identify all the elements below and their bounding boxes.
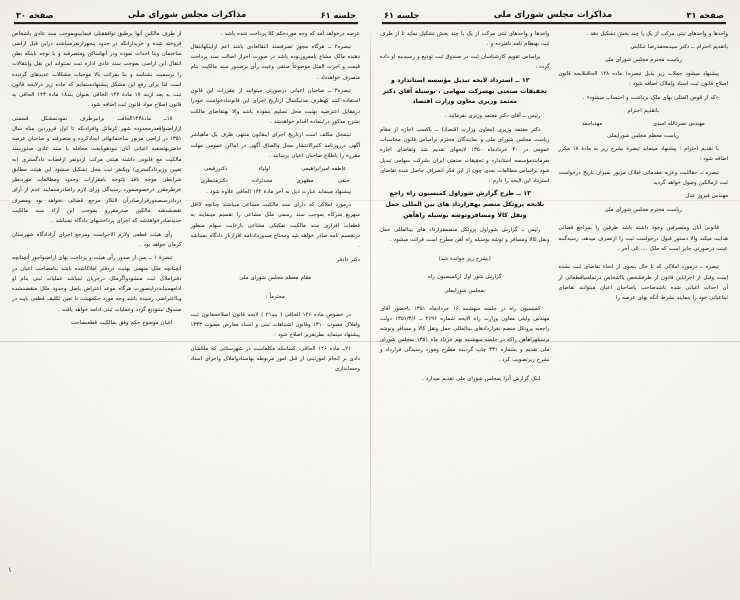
session-label-right: جلسه ۶۱ — [320, 10, 356, 20]
page-header-right — [12, 10, 360, 22]
paragraph: رئیس ــ گزارش شوراول پروتکل منضمقرارداد هاى بینالمللى حمل ونقل کالا ومسافر و توشه بوسیله راه آهن مطرح است قرائت میشود . — [380, 226, 550, 244]
page-number-right: صفحه ۳۰ — [16, 10, 54, 20]
paragraph: کمیسیون راه در جلسه سهشنبه ۱۶ خردادماه ۱۳۵۱ باحضور آقاى مهندس ولیئى معاون وزارت راه الایحه شماره ۴۶۹۶ ــ ۱۳۵۱/۳/۶ دولت راجعبه پروتکل منضم بقراردادهاى بینالمللى حمل ونقل کالا و مسافر وتوشه برسیلهراهآهن راکه در جلسه سهشنبه نهم خرداد ماه ۱۳۵۱ بمجلس شوراى ملى تقدیم و بشماره ۳۳۱ چاپ گردیده مطرح ومورد رسیدگى قرارداد و بشرح زیرتصویب کرد . — [380, 305, 550, 364]
section-heading-12: ۱۲ ــ استرداد لایحه تبدیل مؤسسه استاندارد و تحقیقات صنعتى بهشرکت سهامى ، بوسیله آقاى دکتر معتمد وزیرى معاون وزارت اقتصاد — [382, 76, 547, 106]
paragraph: واحدها و واحدهاى ثبتى مرکب از یک یا چند بخش تشکیل دهد . — [586, 30, 728, 37]
paragraph: ثبتمحل مکلف است ازتاریخ اجراى اینقانون منتهى ظرف یک ماهباشر آگهى درروزنامه کثیرالانتشار محل والصاق آگهى در اماکن عمومى مهلت مقرره را باطلاع صاحبان اعیان برسانند . — [190, 132, 360, 159]
page-header-left — [380, 10, 728, 22]
signatory-name: عاطفه امیرابراهیمى — [301, 166, 347, 173]
signature-row — [559, 119, 729, 129]
columns-right — [12, 29, 360, 585]
column-right-inner — [191, 29, 361, 585]
paragraph: رأى هیئت قطعى ولازم الاجراست ومرجع اجراى آرادادگاه شهرستان کرمان خواهد بود . — [12, 231, 182, 248]
page-left — [370, 0, 740, 600]
paragraph-note-3: تبصره۳ ــ صاحبان اعیانى درصورتى میتوانند از مقررات این قانون استفاده کنند کهظرف مدتیکسال ازتاریخ اجراى این قانوندادخواست خودرا درمقابل اعترضیه بهثبت محل تسلیم ننموده باشد والا بهتقاضاى مالکت بشرح مذکور دراینماده اقدام خواهدشد . — [190, 88, 360, 125]
paragraph: از طرف مالکین آنها برطبق توافققبلى فیمابینوبموجب سند عادى باشخاص فروخته شده و خریدارانکه در حدود پنجهزارنفرمىباشند دراین قبل اراضى ساختمان وبنا احداث نموده ودر آنهاساکن ومتصرفند و با توجه باینکه بطن انتقال این اراضى بموجب سند عادى اداره ثبت نمىتواند این نقل وانتقالات را برسمیت بشناسد و بنا بمراتب بالا موجبات مشکلات عدیدهاى گردیده است لذا براى رفع این مشکل پیشنهادمىنمایم که ماده زیر درلایحه قانون ثبت به بعد ازبند ۱۷ مادهٔ ۱۴۲ الحاقى بعنوان بند۱۸ مادهٔ ۱۴۳ الحاقى به قانون اصلاح مواد قانون ثبت اضافه شود . — [12, 30, 182, 109]
signatory-name: دکتررفیعى — [204, 166, 228, 173]
addressee-line: ریاست محترم مجلس شوراى ملى — [604, 57, 682, 64]
paragraph: واحدها و واحدهاى ثبتى مرکب از یک یا چند بخش تشکیل نماید تا از طرف ثبت بهنظام نامه نامبرده و . — [380, 30, 550, 47]
signature-line: دکتر دادفر — [336, 256, 360, 263]
columns-left — [380, 29, 728, 585]
salutation-line: محترماً : — [265, 293, 285, 300]
header-rule-right — [14, 22, 358, 24]
report-addressee: بمجلس شورایملى — [444, 287, 486, 294]
closing-line: باتقدیم احترام — [627, 107, 659, 114]
paragraph: اعیان موضوع حکم وفق بمالکیت قطعىصاحب — [71, 320, 173, 326]
publication-title-left: مذاکرات مجلس شوراى ملى — [493, 10, 613, 20]
signature-line: مهندس فیروز عدل — [685, 193, 728, 200]
paragraph: در خصوص ماده ۱۴۶ الحاقى ( بند۲۱ ) لایحه قانون اصلاححقانون ثبت واملاک مصوب ۱۳۱۰ وقانون اشتباهات ثبتى و اسناد معارض مصوب ۱۳۳۳ پیشنهاد مینماید بطریقزیر اصلاح شود : — [190, 311, 360, 339]
signatory-name: مهندس نصرتالله اسدى — [652, 121, 705, 128]
paragraph: تبصره ــ حقالثبت وعزیه مقدماتى املاک مزبور بمیزان تاریخ درخواست ثبت ازمالکین وصول خواهد گردید — [558, 169, 728, 186]
paragraph-article-18: ۱۸ــ مادهٔ۱۴۳الحاقىــ براىبرطرف نمودنمشکل قسمتى ازاراضىواقعدرمحدوده شهر کرمانل وافرادىکه تا اول فروردین مباه سال ۱۳۵۱ در اراضى مزبور ساختمانهائى ایجادکرده و متصرفند و صاحبان عرصه حاضربهتصفیه اعیانى آنان نبودهوبابعث معامله با سند عادى صدورسند مالکیت مع قانونى داشته هیئتى مرکب ازدونفر ازقضات دادگسترى (به تعیین وزیردادگسترى) ویکنفر ثبت محل تشکیل مىشود این هیئت مطابق شرایطى موجه نافذ باتوجه بامقرارات وحدود ومطالعات موردنظر خرطرمقرر درخصوصمورد رسیدگى وراى لازم راصادرمىنمایند عدم از آراى دردادرسىصدورقرارصادرآن لاتکاز مرجع قضائى نخواهد بود ومصرف نقضشدهبه مالکین صدرمقررو بموجب این آراء سند مالکیت جدیدصادرخواهدشد که اجراى پرداختنبهاى دادگاه نمىباشد . — [12, 115, 182, 225]
section-heading-13: ۱۳ ــ طرح گزارش شوراول کمیسیون راه راجع بلایحه پروتکل منضم بهقرارداد هاى بین المللى حمل ونقل کالا ومسافروتوشه بوسیله راهآهن — [385, 190, 545, 220]
signatory-name: اولیاء — [258, 166, 271, 173]
paragraph: عرصه درخواهد آمد که وجه موردحکم کلا پرداخت شده باشد . — [220, 30, 360, 37]
stage-direction: (بشرح زیر خوانده شد) — [438, 255, 491, 262]
paragraph: با تقدیم احترام : پیشنهاد مینماید تبصرهٔ بشرح زیر به مادهٔ ۱۸ مکرر اضافه شود : — [558, 146, 728, 163]
signature-row — [191, 164, 361, 174]
signature-line: باتقدیم احترام ــ دکتر سیدمحمدرضا تنکابنى — [630, 43, 728, 50]
page-gutter-fold — [370, 26, 371, 596]
signatory-name: محدثزاده — [252, 177, 273, 184]
paragraph: رئیس ــ آقاى دکتر معتمد وزیرى بفرمائید . — [444, 113, 541, 120]
paragraph: ۲۱ــ ماده ۱۴۶ الحاقى: کسانىکه مکلفاست در شهرستانى که ملکشان دادى بر انجام امورثبتى از قبل امور مربوطه بهاسنادواملاک واجراى اسناد وحسابدارى — [190, 345, 360, 373]
report-title: گزارش شور اول ازکمیسیون راه — [428, 274, 502, 281]
session-label-left: جلسه ۶۱ — [384, 10, 420, 20]
signatory-name: دکترمنتظرى — [200, 177, 228, 184]
page-number-left: صفحه ۳۱ — [686, 10, 724, 20]
paragraph: دکتر معتمد وزیرى (معاون وزارت اقتصاد) ــ باکسب اجازه از مقام ریاست مجلس شوراى ملى و نمایندگان محترم براساس قانون محاسبات عمومى در ۳۰ خردادماه ۱۳۵۰ لایحهاى تقدیم شد وتقاضاى اجاره بفرمایندمؤسسه استاندارد و تحقیقات صنعتى ایران بشرکت سهامى تبدیل شود براساس مطالعات بعدى چون از این فکر انصراف حاصل شده تقاضاى استرداد این لایحه را دارم . — [380, 126, 550, 185]
folio-number: ۱ — [8, 566, 12, 574]
header-rule-left — [382, 22, 726, 24]
paragraph-note-1: تبصرهٔ ۱ ــ پس از صدور رأى هیئت و پرداخت بهاى اراضىواجور آنچنانچه آنچنانچه ملک متهمى بهثبت دردفتر املاکاشده باشد بنامصاحب اعیان در دفتراملاک ثبت مىشودواگرملک درجریان ثبتباشد عملیات ثبتى بنام او ادامهمىیابددراینصورت هرگاه موعد اعتراض باصل وحدود ملک منقضىنشده ویااعتراضى رسیده باشد وجه مورد حکمهیئت تا تعین تکلیف قطعى بایید در صندوق ثبتتودیع گردد وعملیات ثبتى ادامه خواهد یافت . — [12, 255, 182, 313]
addressee-line: ریاست معظم مجلس شورایملى — [607, 132, 680, 139]
paragraph: درمورد املاکى که داراى سند مالکیت مشاعى میباشند چنانچه لااقل سهریع شرکاه بموجب سند رسمى ملک مشاعى را تقسیم مینمایند به قطعات افرازى سند مالکیت تفکیکى مشاعى بارعایت سهام منظور درتقسیم نامه صادر خواهد شد ومحتاج صدوردادنامه افرازىاز دادگاه نمىباشد . — [190, 202, 360, 250]
signatory-name: مظهرى — [296, 177, 314, 184]
signatory-name: جنفى — [337, 177, 350, 184]
paragraph: تبصره ــ درمورد املاکى که تا حال بنحوى از انحاء تقاضاى ثبت نشده است وقبل از اجرایاین قانون از طرفشخص یااشخاص درتمامىیاقطعاتى از آن احداث اعیانى شده باشدصاحب یاصاحبان اعیان میتوانند تقاضاى ثبتاعیانى خود را بنمایند بشرط آنکه بهاى عرصه را — [558, 264, 728, 301]
column-left-outer — [380, 29, 550, 585]
paragraph: براساس تقویم کارشناسان ثبت در صندوق ثبت تودیع و رسیدىبه او داده گردد . — [380, 54, 550, 71]
paragraph-note-2: تبصره۲ ــ هرگاه مجوز تصرفسند انتقالعادى باشد اعم ازاینکهانتقال دهنده مالک مشاع یامفروزبوده باشد در صورت احراز اصالت سند پرداخت قیمت و اجرت المثل موضوعاً منتفى وعیث رأى برصدور سند مالکیت بنام متصرف خواهدداد . — [190, 43, 360, 81]
signature-row — [191, 176, 361, 186]
signatory-name: مهدىاحمد — [581, 121, 603, 128]
column-left-inner — [559, 29, 729, 585]
paragraph: پیشنهاد میشود جملات زیر بذیل تبصره۱ ماده ۱۲۸ الحاقىلایحه قانون اصلاح قانون ثبت اسناد واملاک اضافه شود : — [558, 70, 728, 88]
addressee-line: ریاست محترم مجلس شوراى ملى — [604, 206, 682, 213]
column-right-outer — [12, 29, 182, 585]
addressee-line: مقام معظم مجلس شوراى ملى — [239, 275, 312, 282]
paragraph: «که از قوض المثلى بهاى ملک برداشت و احتساب میشود» . — [582, 94, 719, 101]
paragraph: قانونى آنان ومتصرفین وجود داشته باشد طرفین را بمراجع قضائى هدایت میکند والا دستور قبول درخواست ثبت را ازتصرف میدهد، رسیدگىبه عینت درصورتى جایز است که ملک .... الى آخر . — [558, 225, 728, 252]
paragraph: اینک گزارش آنرا بمجلس شوراى ملى تقدیم میدارد . — [422, 375, 541, 382]
publication-title-right: مذاکرات مجلس شوراى ملى — [127, 10, 247, 20]
paragraph: پیشنهاد مینماید عبارت ذیل به آخر مادهٔ ۱۴۲ الحاقى علاوه شود . — [206, 188, 351, 195]
